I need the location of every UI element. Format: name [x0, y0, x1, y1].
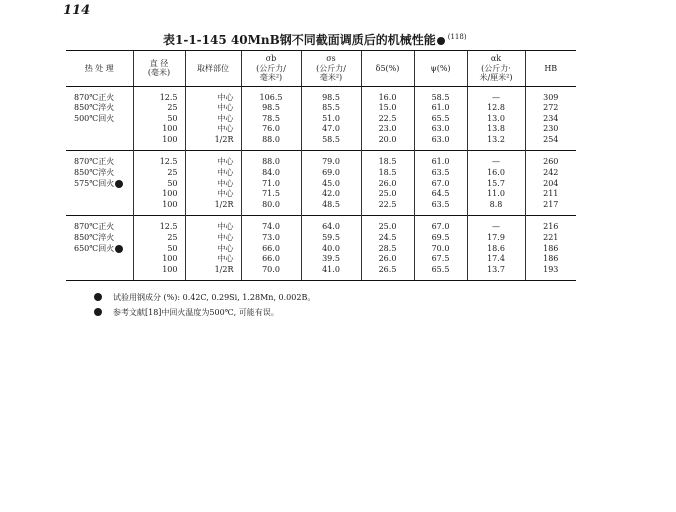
cell-location: 中心 [185, 254, 241, 265]
cell-location: 中心 [185, 244, 241, 255]
cell-ak: 16.0 [467, 168, 525, 179]
cell-diameter: 50 [133, 244, 185, 255]
cell-location: 1/2R [185, 200, 241, 216]
cell-ak: 18.6 [467, 244, 525, 255]
cell-delta5: 18.5 [361, 151, 414, 168]
cell-ak: 8.8 [467, 200, 525, 216]
cell-hb: 186 [525, 254, 576, 265]
footnote-2 [93, 305, 315, 320]
cell-diameter: 100 [133, 189, 185, 200]
cell-treatment [66, 189, 133, 200]
cell-psi: 63.0 [414, 124, 467, 135]
cell-sigma-s: 39.5 [301, 254, 361, 265]
cell-sigma-s: 69.0 [301, 168, 361, 179]
cell-sigma-b: 73.0 [241, 233, 301, 244]
cell-treatment [66, 151, 133, 168]
cell-treatment [66, 244, 133, 255]
cell-hb: 186 [525, 244, 576, 255]
cell-sigma-b: 66.0 [241, 254, 301, 265]
header-location: 取样部位 [185, 51, 241, 87]
cell-diameter: 100 [133, 135, 185, 151]
cell-psi: 67.0 [414, 216, 467, 233]
cell-psi: 58.5 [414, 86, 467, 103]
header-treatment: 热 处 理 [66, 51, 133, 87]
table-row [66, 216, 576, 233]
treatment-step: 870℃正火 [74, 92, 115, 102]
cell-sigma-s: 48.5 [301, 200, 361, 216]
cell-delta5: 22.5 [361, 200, 414, 216]
table-row [66, 244, 576, 255]
treatment-step: 850℃淬火 [74, 233, 115, 243]
cell-delta5: 23.0 [361, 124, 414, 135]
cell-delta5: 16.0 [361, 86, 414, 103]
treatment-step: 870℃正火 [74, 222, 115, 232]
cell-sigma-s: 58.5 [301, 135, 361, 151]
cell-ak: 17.9 [467, 233, 525, 244]
cell-hb: 234 [525, 114, 576, 125]
cell-hb: 216 [525, 216, 576, 233]
cell-ak: 13.2 [467, 135, 525, 151]
cell-treatment [66, 86, 133, 103]
cell-location: 中心 [185, 189, 241, 200]
cell-ak: 13.0 [467, 114, 525, 125]
cell-psi: 65.5 [414, 265, 467, 281]
cell-diameter: 100 [133, 200, 185, 216]
cell-delta5: 20.0 [361, 135, 414, 151]
cell-treatment [66, 200, 133, 216]
cell-treatment [66, 114, 133, 125]
cell-delta5: 18.5 [361, 168, 414, 179]
footnote-1-marker-icon [437, 37, 445, 45]
header-ak-text: αk (公斤力· 米/厘米²) [479, 54, 513, 82]
cell-sigma-b: 84.0 [241, 168, 301, 179]
cell-treatment [66, 124, 133, 135]
cell-sigma-s: 42.0 [301, 189, 361, 200]
cell-hb: 193 [525, 265, 576, 281]
header-sigma-b-text: σb (公斤力/ 毫米²) [256, 54, 286, 82]
cell-sigma-s: 45.0 [301, 179, 361, 190]
footnote-1-text: 试验用钢成分 (%): 0.42C, 0.29Si, 1.28Mn, 0.002B。 [113, 293, 316, 302]
cell-sigma-s: 51.0 [301, 114, 361, 125]
cell-delta5: 25.0 [361, 189, 414, 200]
cell-diameter: 25 [133, 168, 185, 179]
cell-hb: 221 [525, 233, 576, 244]
header-sigma-s [301, 51, 361, 87]
treatment-step: 870℃正火 [74, 157, 115, 167]
footnote-2-text: 参考文献[18]中回火温度为500℃, 可能有误。 [113, 308, 279, 317]
table-row [66, 189, 576, 200]
footnote-2-bullet-icon [94, 308, 102, 316]
cell-psi: 61.0 [414, 103, 467, 114]
cell-treatment [66, 265, 133, 281]
table-row [66, 254, 576, 265]
footnotes [93, 290, 315, 320]
cell-hb: 260 [525, 151, 576, 168]
cell-sigma-b: 71.5 [241, 189, 301, 200]
cell-sigma-b: 74.0 [241, 216, 301, 233]
cell-location: 中心 [185, 114, 241, 125]
footnote-1-bullet-icon [94, 293, 102, 301]
cell-sigma-b: 88.0 [241, 151, 301, 168]
cell-hb: 242 [525, 168, 576, 179]
cell-diameter: 25 [133, 233, 185, 244]
cell-ak: 17.4 [467, 254, 525, 265]
table-row [66, 114, 576, 125]
cell-location: 中心 [185, 216, 241, 233]
footnote-2-marker-icon [115, 245, 123, 253]
cell-psi: 70.0 [414, 244, 467, 255]
cell-psi: 65.5 [414, 114, 467, 125]
cell-diameter: 100 [133, 124, 185, 135]
cell-sigma-s: 47.0 [301, 124, 361, 135]
cell-location: 1/2R [185, 135, 241, 151]
cell-diameter: 12.5 [133, 151, 185, 168]
cell-diameter: 50 [133, 179, 185, 190]
cell-psi: 63.5 [414, 200, 467, 216]
cell-location: 中心 [185, 103, 241, 114]
cell-delta5: 28.5 [361, 244, 414, 255]
cell-hb: 204 [525, 179, 576, 190]
table-row [66, 233, 576, 244]
cell-sigma-s: 64.0 [301, 216, 361, 233]
cell-diameter: 12.5 [133, 216, 185, 233]
cell-sigma-b: 106.5 [241, 86, 301, 103]
cell-psi: 67.5 [414, 254, 467, 265]
treatment-step: 575℃回火 [74, 178, 115, 188]
cell-sigma-s: 85.5 [301, 103, 361, 114]
cell-location: 中心 [185, 168, 241, 179]
table-row [66, 200, 576, 216]
cell-ak: 13.8 [467, 124, 525, 135]
mechanical-properties-table [66, 50, 576, 281]
cell-diameter: 100 [133, 254, 185, 265]
cell-hb: 230 [525, 124, 576, 135]
cell-sigma-b: 88.0 [241, 135, 301, 151]
header-row [66, 51, 576, 87]
cell-hb: 211 [525, 189, 576, 200]
cell-treatment [66, 168, 133, 179]
cell-sigma-s: 40.0 [301, 244, 361, 255]
header-diameter-text: 直 径 (毫米) [147, 58, 171, 78]
table-row [66, 168, 576, 179]
cell-sigma-s: 41.0 [301, 265, 361, 281]
cell-sigma-s: 59.5 [301, 233, 361, 244]
cell-treatment [66, 216, 133, 233]
cell-treatment [66, 135, 133, 151]
table-row [66, 151, 576, 168]
header-hb: HB [525, 51, 576, 87]
cell-psi: 61.0 [414, 151, 467, 168]
cell-diameter: 25 [133, 103, 185, 114]
table-row [66, 135, 576, 151]
cell-hb: 272 [525, 103, 576, 114]
cell-ak: 12.8 [467, 103, 525, 114]
cell-sigma-b: 76.0 [241, 124, 301, 135]
cell-treatment [66, 179, 133, 190]
cell-psi: 69.5 [414, 233, 467, 244]
cell-ak: 13.7 [467, 265, 525, 281]
table-row [66, 86, 576, 103]
cell-treatment [66, 233, 133, 244]
cell-delta5: 25.0 [361, 216, 414, 233]
cell-location: 1/2R [185, 265, 241, 281]
cell-sigma-b: 70.0 [241, 265, 301, 281]
cell-psi: 64.5 [414, 189, 467, 200]
table-title-text: 表1-1-145 40MnB钢不同截面调质后的机械性能 [163, 33, 436, 47]
header-diameter [133, 51, 185, 87]
cell-sigma-b: 98.5 [241, 103, 301, 114]
header-sigma-s-text: σs (公斤力/ 毫米²) [316, 54, 346, 82]
table-row [66, 179, 576, 190]
table-row [66, 124, 576, 135]
cell-location: 中心 [185, 179, 241, 190]
cell-delta5: 26.0 [361, 254, 414, 265]
cell-sigma-b: 66.0 [241, 244, 301, 255]
table-row [66, 103, 576, 114]
cell-location: 中心 [185, 124, 241, 135]
cell-sigma-b: 71.0 [241, 179, 301, 190]
cell-location: 中心 [185, 233, 241, 244]
cell-ak: 11.0 [467, 189, 525, 200]
cell-delta5: 24.5 [361, 233, 414, 244]
treatment-step: 850℃淬火 [74, 168, 115, 178]
cell-psi: 63.5 [414, 168, 467, 179]
header-psi: ψ(%) [414, 51, 467, 87]
cell-hb: 217 [525, 200, 576, 216]
cell-diameter: 50 [133, 114, 185, 125]
treatment-step: 850℃淬火 [74, 103, 115, 113]
cell-hb: 254 [525, 135, 576, 151]
table-row [66, 265, 576, 281]
cell-sigma-s: 98.5 [301, 86, 361, 103]
header-ak [467, 51, 525, 87]
cell-delta5: 22.5 [361, 114, 414, 125]
cell-psi: 67.0 [414, 179, 467, 190]
cell-location: 中心 [185, 86, 241, 103]
table-title [163, 31, 467, 48]
table-body [66, 86, 576, 281]
cell-delta5: 15.0 [361, 103, 414, 114]
reference-number: (118) [447, 33, 467, 41]
footnote-2-marker-icon [115, 180, 123, 188]
treatment-step: 650℃回火 [74, 243, 115, 253]
cell-diameter: 100 [133, 265, 185, 281]
cell-treatment [66, 103, 133, 114]
cell-hb: 309 [525, 86, 576, 103]
cell-sigma-b: 78.5 [241, 114, 301, 125]
cell-treatment [66, 254, 133, 265]
cell-sigma-s: 79.0 [301, 151, 361, 168]
cell-location: 中心 [185, 151, 241, 168]
cell-psi: 63.0 [414, 135, 467, 151]
page-number: 114 [63, 3, 91, 18]
cell-delta5: 26.0 [361, 179, 414, 190]
cell-sigma-b: 80.0 [241, 200, 301, 216]
cell-ak: 15.7 [467, 179, 525, 190]
cell-ak: — [467, 86, 525, 103]
treatment-step: 500℃回火 [74, 113, 115, 123]
header-sigma-b [241, 51, 301, 87]
header-delta5: δ5(%) [361, 51, 414, 87]
cell-ak: — [467, 151, 525, 168]
cell-delta5: 26.5 [361, 265, 414, 281]
cell-diameter: 12.5 [133, 86, 185, 103]
cell-ak: — [467, 216, 525, 233]
footnote-1 [93, 290, 315, 305]
